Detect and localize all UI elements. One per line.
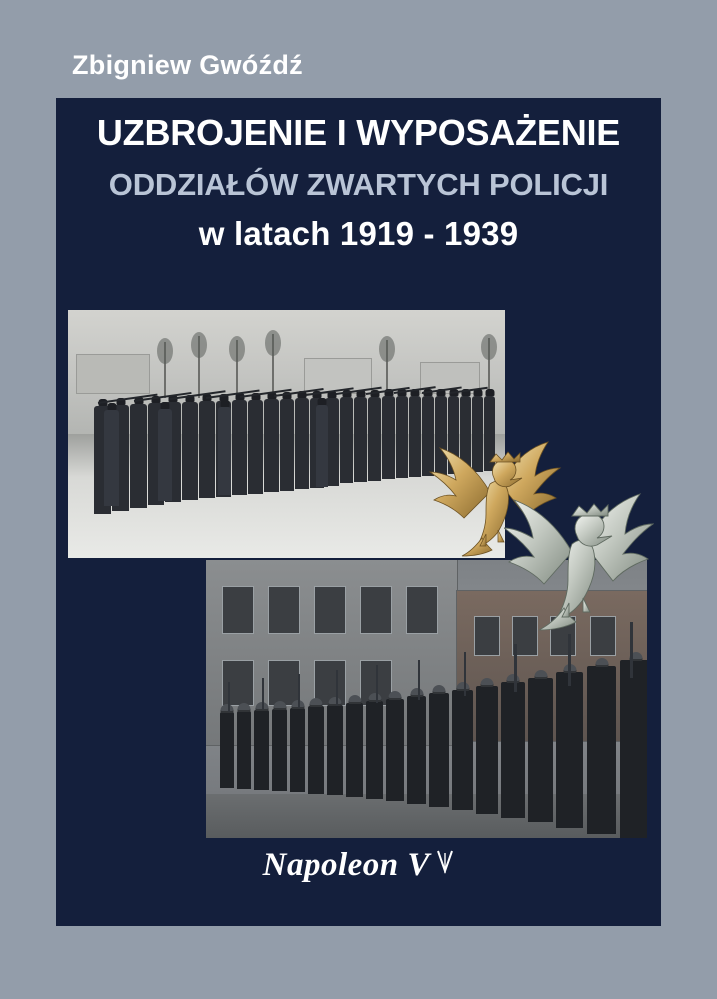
photo-figure — [396, 396, 408, 478]
photo-figure — [501, 682, 525, 818]
photo-tree — [236, 340, 238, 398]
photo-figure — [199, 401, 215, 498]
photo-window — [222, 586, 254, 634]
photo-bayonet — [418, 660, 420, 700]
photo-building — [76, 354, 150, 394]
photo-figure — [264, 399, 279, 492]
photo-figure — [316, 405, 328, 487]
title-main: UZBROJENIE I WYPOSAŻENIE — [96, 112, 621, 153]
photo-window — [406, 586, 438, 634]
photo-figure — [429, 693, 449, 807]
photo-figure — [382, 396, 395, 479]
publisher-name: Napoleon V — [262, 847, 430, 883]
cover-panel — [56, 98, 661, 926]
title-block — [56, 112, 661, 253]
photo-figure — [620, 660, 647, 838]
photo-figure — [220, 712, 234, 788]
photo-figure — [232, 400, 247, 495]
photo-figure — [409, 396, 421, 477]
photo-figure — [368, 397, 381, 481]
photo-window — [474, 616, 500, 656]
photo-window — [222, 660, 254, 706]
photo-figure — [182, 402, 198, 500]
photo-window — [268, 660, 300, 706]
publisher-logo — [56, 847, 661, 884]
photo-figure — [237, 711, 251, 789]
photo-figure — [556, 672, 583, 828]
photo-bayonet — [336, 670, 338, 706]
photo-bayonet — [568, 634, 571, 686]
author-name: Zbigniew Gwóźdź — [72, 50, 303, 80]
photo-figure — [248, 400, 263, 494]
photo-figure — [254, 710, 269, 790]
title-subtitle: ODDZIAŁÓW ZWARTYCH POLICJI — [108, 167, 609, 203]
photo-bayonet — [262, 678, 264, 710]
photo-tree — [386, 340, 388, 396]
photo-bayonet — [464, 652, 466, 696]
eagle-silver-icon — [504, 488, 654, 638]
photo-window — [314, 586, 346, 634]
photo-window — [268, 586, 300, 634]
photo-window — [360, 586, 392, 634]
photo-figure — [327, 705, 343, 795]
photo-figure — [340, 397, 353, 483]
photo-figure — [272, 709, 287, 791]
title-years: w latach 1919 - 1939 — [198, 214, 519, 252]
publisher-mark-icon — [436, 849, 454, 880]
photo-tree — [198, 336, 200, 398]
photo-tree — [272, 334, 274, 398]
photo-figure — [354, 397, 367, 482]
photo-figure — [130, 404, 147, 508]
photo-figure — [104, 410, 119, 506]
photo-figure — [295, 398, 309, 489]
photo-figure — [386, 699, 404, 801]
photo-figure — [158, 409, 172, 501]
photo-figure — [280, 399, 294, 491]
photo-figure — [452, 690, 473, 810]
photo-figure — [346, 703, 363, 797]
photo-tree — [164, 342, 166, 398]
photo-figure — [587, 666, 616, 834]
photo-figure — [218, 407, 231, 495]
photo-bayonet — [228, 682, 230, 712]
photo-figure — [407, 696, 426, 804]
photo-figure — [528, 678, 553, 822]
photo-bayonet — [298, 674, 300, 708]
photo-figure — [366, 701, 383, 799]
photo-figure — [290, 708, 305, 792]
photo-figure — [476, 686, 498, 814]
photo-bayonet — [376, 665, 378, 703]
photo-bayonet — [514, 644, 517, 692]
photo-figure — [308, 706, 324, 794]
